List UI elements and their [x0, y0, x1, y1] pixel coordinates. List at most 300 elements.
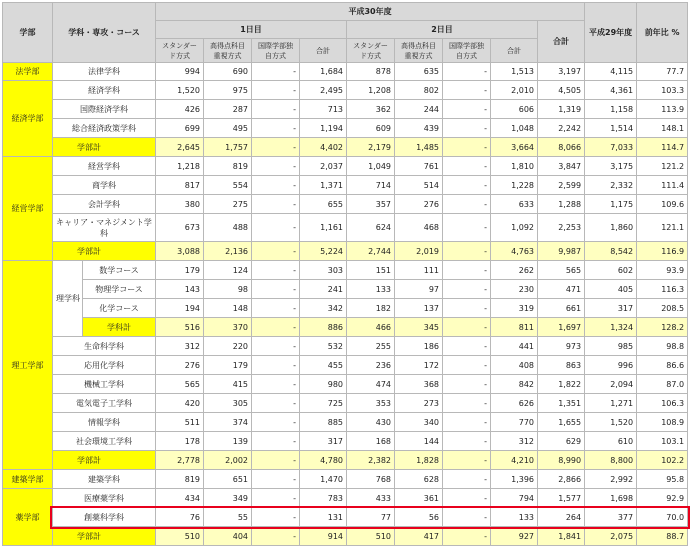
value-cell: 131	[300, 508, 347, 527]
value-cell: 655	[300, 195, 347, 214]
value-cell: 137	[395, 299, 443, 318]
value-cell: 783	[300, 489, 347, 508]
value-cell: 609	[347, 119, 395, 138]
value-cell: 1,822	[538, 375, 585, 394]
value-cell: -	[252, 261, 300, 280]
value-cell: -	[443, 451, 491, 470]
value-cell: 108.9	[637, 413, 688, 432]
value-cell: -	[252, 527, 300, 546]
value-cell: 628	[395, 470, 443, 489]
value-cell: 287	[204, 100, 252, 119]
value-cell: 4,210	[491, 451, 538, 470]
value-cell: 374	[204, 413, 252, 432]
table-row	[3, 176, 688, 195]
dept-cell: 経済学部	[3, 81, 53, 157]
value-cell: -	[252, 176, 300, 195]
value-cell: 434	[156, 489, 204, 508]
value-cell: 1,161	[300, 214, 347, 242]
value-cell: 1,697	[538, 318, 585, 337]
value-cell: -	[443, 280, 491, 299]
value-cell: 819	[156, 470, 204, 489]
value-cell: 2,179	[347, 138, 395, 157]
value-cell: 661	[538, 299, 585, 318]
value-cell: 1,841	[538, 527, 585, 546]
value-cell: 121.1	[637, 214, 688, 242]
value-cell: 408	[491, 356, 538, 375]
admissions-table	[2, 2, 688, 546]
value-cell: 114.7	[637, 138, 688, 157]
value-cell: 610	[585, 432, 637, 451]
value-cell: 1,828	[395, 451, 443, 470]
value-cell: 70.0	[637, 508, 688, 527]
value-cell: 1,158	[585, 100, 637, 119]
value-cell: 102.2	[637, 451, 688, 470]
value-cell: 802	[395, 81, 443, 100]
value-cell: -	[252, 470, 300, 489]
value-cell: 1,371	[300, 176, 347, 195]
value-cell: -	[443, 81, 491, 100]
value-cell: 985	[585, 337, 637, 356]
table-row	[3, 470, 688, 489]
value-cell: -	[443, 413, 491, 432]
value-cell: -	[443, 375, 491, 394]
value-cell: 380	[156, 195, 204, 214]
subdept-cell: 理学科	[53, 261, 83, 337]
value-cell: -	[252, 280, 300, 299]
value-cell: 1,175	[585, 195, 637, 214]
value-cell: 349	[204, 489, 252, 508]
value-cell: -	[443, 299, 491, 318]
value-cell: 116.3	[637, 280, 688, 299]
value-cell: -	[252, 81, 300, 100]
value-cell: 194	[156, 299, 204, 318]
value-cell: 996	[585, 356, 637, 375]
value-cell: 651	[204, 470, 252, 489]
value-cell: 466	[347, 318, 395, 337]
value-cell: 1,520	[156, 81, 204, 100]
value-cell: 606	[491, 100, 538, 119]
value-cell: 151	[347, 261, 395, 280]
value-cell: 565	[538, 261, 585, 280]
header-sub: スタンダード方式	[156, 39, 204, 63]
value-cell: -	[252, 432, 300, 451]
table-row	[3, 432, 688, 451]
value-cell: -	[443, 176, 491, 195]
value-cell: 1,092	[491, 214, 538, 242]
header-sub: 高得点科目重視方式	[204, 39, 252, 63]
value-cell: 178	[156, 432, 204, 451]
value-cell: 495	[204, 119, 252, 138]
value-cell: 1,228	[491, 176, 538, 195]
value-cell: 554	[204, 176, 252, 195]
table-row	[3, 242, 688, 261]
value-cell: 98.8	[637, 337, 688, 356]
header-sub: 合計	[491, 39, 538, 63]
value-cell: 262	[491, 261, 538, 280]
value-cell: 426	[156, 100, 204, 119]
value-cell: 220	[204, 337, 252, 356]
value-cell: 1,049	[347, 157, 395, 176]
value-cell: 276	[395, 195, 443, 214]
table-row	[3, 451, 688, 470]
value-cell: 109.6	[637, 195, 688, 214]
value-cell: 420	[156, 394, 204, 413]
value-cell: 2,778	[156, 451, 204, 470]
value-cell: 1,048	[491, 119, 538, 138]
value-cell: 811	[491, 318, 538, 337]
course-cell: 総合経済政策学科	[53, 119, 156, 138]
value-cell: -	[443, 508, 491, 527]
value-cell: -	[252, 195, 300, 214]
value-cell: 148.1	[637, 119, 688, 138]
value-cell: -	[443, 242, 491, 261]
value-cell: 626	[491, 394, 538, 413]
value-cell: 77.7	[637, 63, 688, 81]
course-cell: 応用化学科	[53, 356, 156, 375]
value-cell: 994	[156, 63, 204, 81]
value-cell: 417	[395, 527, 443, 546]
value-cell: 182	[347, 299, 395, 318]
value-cell: 1,271	[585, 394, 637, 413]
course-cell: 法律学科	[53, 63, 156, 81]
value-cell: 88.7	[637, 527, 688, 546]
value-cell: -	[252, 489, 300, 508]
course-cell: 数学コース	[83, 261, 156, 280]
value-cell: 275	[204, 195, 252, 214]
value-cell: 914	[300, 527, 347, 546]
course-cell: キャリア・マネジメント学科	[53, 214, 156, 242]
value-cell: 1,288	[538, 195, 585, 214]
value-cell: 276	[156, 356, 204, 375]
value-cell: 2,645	[156, 138, 204, 157]
value-cell: 1,319	[538, 100, 585, 119]
value-cell: 455	[300, 356, 347, 375]
value-cell: 98	[204, 280, 252, 299]
value-cell: 116.9	[637, 242, 688, 261]
value-cell: 725	[300, 394, 347, 413]
value-cell: 106.3	[637, 394, 688, 413]
value-cell: 532	[300, 337, 347, 356]
value-cell: 76	[156, 508, 204, 527]
course-cell: 学部計	[53, 527, 156, 546]
table-row	[3, 508, 688, 527]
value-cell: 975	[204, 81, 252, 100]
value-cell: 516	[156, 318, 204, 337]
value-cell: 1,860	[585, 214, 637, 242]
value-cell: -	[252, 214, 300, 242]
value-cell: 2,866	[538, 470, 585, 489]
header-sub: スタンダード方式	[347, 39, 395, 63]
value-cell: -	[443, 394, 491, 413]
value-cell: 863	[538, 356, 585, 375]
value-cell: -	[443, 100, 491, 119]
table-row	[3, 119, 688, 138]
value-cell: 264	[538, 508, 585, 527]
value-cell: 2,599	[538, 176, 585, 195]
course-cell: 経済学科	[53, 81, 156, 100]
course-cell: 商学科	[53, 176, 156, 195]
value-cell: -	[443, 119, 491, 138]
value-cell: 1,324	[585, 318, 637, 337]
value-cell: 761	[395, 157, 443, 176]
value-cell: 1,514	[585, 119, 637, 138]
value-cell: 1,218	[156, 157, 204, 176]
value-cell: 624	[347, 214, 395, 242]
value-cell: 4,361	[585, 81, 637, 100]
value-cell: 103.1	[637, 432, 688, 451]
value-cell: 886	[300, 318, 347, 337]
value-cell: 817	[156, 176, 204, 195]
value-cell: 1,655	[538, 413, 585, 432]
value-cell: -	[252, 318, 300, 337]
value-cell: -	[252, 157, 300, 176]
value-cell: 143	[156, 280, 204, 299]
dept-cell: 建築学部	[3, 470, 53, 489]
value-cell: -	[252, 394, 300, 413]
header-sub: 合計	[300, 39, 347, 63]
header-sub: 高得点科目重視方式	[395, 39, 443, 63]
value-cell: 1,208	[347, 81, 395, 100]
value-cell: 439	[395, 119, 443, 138]
value-cell: 633	[491, 195, 538, 214]
value-cell: 353	[347, 394, 395, 413]
value-cell: 673	[156, 214, 204, 242]
value-cell: -	[443, 489, 491, 508]
course-cell: 社会環境工学科	[53, 432, 156, 451]
table-row	[3, 214, 688, 242]
value-cell: 128.2	[637, 318, 688, 337]
value-cell: 4,505	[538, 81, 585, 100]
course-cell: 学部計	[53, 138, 156, 157]
value-cell: 168	[347, 432, 395, 451]
value-cell: -	[252, 413, 300, 432]
value-cell: 4,402	[300, 138, 347, 157]
value-cell: 3,088	[156, 242, 204, 261]
value-cell: 273	[395, 394, 443, 413]
value-cell: 2,332	[585, 176, 637, 195]
value-cell: 768	[347, 470, 395, 489]
value-cell: -	[252, 100, 300, 119]
value-cell: 368	[395, 375, 443, 394]
value-cell: 4,780	[300, 451, 347, 470]
value-cell: 980	[300, 375, 347, 394]
value-cell: 430	[347, 413, 395, 432]
value-cell: 713	[300, 100, 347, 119]
value-cell: 1,810	[491, 157, 538, 176]
value-cell: 2,136	[204, 242, 252, 261]
value-cell: 340	[395, 413, 443, 432]
value-cell: 3,175	[585, 157, 637, 176]
value-cell: -	[252, 119, 300, 138]
value-cell: 7,033	[585, 138, 637, 157]
value-cell: 111	[395, 261, 443, 280]
dept-cell: 経営学部	[3, 157, 53, 261]
value-cell: 144	[395, 432, 443, 451]
value-cell: 133	[491, 508, 538, 527]
table-row	[3, 356, 688, 375]
value-cell: 1,520	[585, 413, 637, 432]
value-cell: 8,990	[538, 451, 585, 470]
value-cell: -	[443, 432, 491, 451]
value-cell: 5,224	[300, 242, 347, 261]
value-cell: 2,010	[491, 81, 538, 100]
value-cell: 2,495	[300, 81, 347, 100]
table-row	[3, 81, 688, 100]
admissions-table-frame	[2, 2, 685, 557]
value-cell: 770	[491, 413, 538, 432]
value-cell: -	[443, 337, 491, 356]
table-row	[3, 375, 688, 394]
value-cell: 2,037	[300, 157, 347, 176]
header-sub: 国際学部独自方式	[252, 39, 300, 63]
value-cell: 471	[538, 280, 585, 299]
value-cell: 139	[204, 432, 252, 451]
value-cell: 565	[156, 375, 204, 394]
dept-cell: 薬学部	[3, 489, 53, 546]
value-cell: 241	[300, 280, 347, 299]
table-row	[3, 138, 688, 157]
table-row	[3, 195, 688, 214]
header-day2: 2日目	[347, 21, 538, 39]
value-cell: 3,664	[491, 138, 538, 157]
value-cell: 56	[395, 508, 443, 527]
value-cell: -	[252, 242, 300, 261]
value-cell: 514	[395, 176, 443, 195]
table-row	[3, 63, 688, 81]
value-cell: 113.9	[637, 100, 688, 119]
value-cell: 342	[300, 299, 347, 318]
value-cell: 4,115	[585, 63, 637, 81]
value-cell: 2,744	[347, 242, 395, 261]
value-cell: 87.0	[637, 375, 688, 394]
value-cell: 305	[204, 394, 252, 413]
value-cell: 3,847	[538, 157, 585, 176]
value-cell: 255	[347, 337, 395, 356]
value-cell: 357	[347, 195, 395, 214]
value-cell: 111.4	[637, 176, 688, 195]
value-cell: 405	[585, 280, 637, 299]
table-row	[3, 489, 688, 508]
value-cell: 236	[347, 356, 395, 375]
value-cell: 2,253	[538, 214, 585, 242]
value-cell: 312	[491, 432, 538, 451]
value-cell: 97	[395, 280, 443, 299]
value-cell: 2,094	[585, 375, 637, 394]
value-cell: 468	[395, 214, 443, 242]
header-prev-year: 平成29年度	[585, 3, 637, 63]
value-cell: -	[252, 138, 300, 157]
value-cell: 2,075	[585, 527, 637, 546]
value-cell: -	[443, 195, 491, 214]
value-cell: 8,066	[538, 138, 585, 157]
value-cell: 2,382	[347, 451, 395, 470]
header-year: 平成30年度	[156, 3, 585, 21]
value-cell: 510	[347, 527, 395, 546]
value-cell: -	[252, 356, 300, 375]
value-cell: 133	[347, 280, 395, 299]
value-cell: 885	[300, 413, 347, 432]
course-cell: 学部計	[53, 451, 156, 470]
course-cell: 学科計	[83, 318, 156, 337]
value-cell: 179	[204, 356, 252, 375]
value-cell: 370	[204, 318, 252, 337]
value-cell: 1,684	[300, 63, 347, 81]
value-cell: 842	[491, 375, 538, 394]
course-cell: 化学コース	[83, 299, 156, 318]
course-cell: 機械工学科	[53, 375, 156, 394]
value-cell: 93.9	[637, 261, 688, 280]
table-row	[3, 337, 688, 356]
value-cell: 95.8	[637, 470, 688, 489]
value-cell: 2,242	[538, 119, 585, 138]
value-cell: 361	[395, 489, 443, 508]
value-cell: 2,019	[395, 242, 443, 261]
value-cell: -	[443, 157, 491, 176]
value-cell: 602	[585, 261, 637, 280]
value-cell: 819	[204, 157, 252, 176]
value-cell: 629	[538, 432, 585, 451]
value-cell: 172	[395, 356, 443, 375]
value-cell: 1,194	[300, 119, 347, 138]
value-cell: -	[443, 261, 491, 280]
course-cell: 電気電子工学科	[53, 394, 156, 413]
value-cell: -	[443, 138, 491, 157]
value-cell: 9,987	[538, 242, 585, 261]
value-cell: -	[443, 318, 491, 337]
value-cell: 635	[395, 63, 443, 81]
course-cell: 経営学科	[53, 157, 156, 176]
value-cell: -	[443, 356, 491, 375]
value-cell: 77	[347, 508, 395, 527]
value-cell: 1,577	[538, 489, 585, 508]
course-cell: 生命科学科	[53, 337, 156, 356]
value-cell: -	[252, 337, 300, 356]
value-cell: 345	[395, 318, 443, 337]
value-cell: 927	[491, 527, 538, 546]
value-cell: -	[443, 214, 491, 242]
value-cell: -	[252, 375, 300, 394]
value-cell: 878	[347, 63, 395, 81]
value-cell: 377	[585, 508, 637, 527]
value-cell: 312	[156, 337, 204, 356]
value-cell: 794	[491, 489, 538, 508]
value-cell: 1,396	[491, 470, 538, 489]
header-dept: 学部	[3, 3, 53, 63]
value-cell: 8,542	[585, 242, 637, 261]
value-cell: -	[252, 299, 300, 318]
value-cell: -	[252, 63, 300, 81]
value-cell: 230	[491, 280, 538, 299]
table-row	[3, 100, 688, 119]
value-cell: 441	[491, 337, 538, 356]
course-cell: 情報学科	[53, 413, 156, 432]
value-cell: 319	[491, 299, 538, 318]
table-row	[3, 299, 688, 318]
value-cell: 714	[347, 176, 395, 195]
table-row	[3, 157, 688, 176]
value-cell: 55	[204, 508, 252, 527]
course-cell: 学部計	[53, 242, 156, 261]
value-cell: 699	[156, 119, 204, 138]
value-cell: 3,197	[538, 63, 585, 81]
course-cell: 医療薬学科	[53, 489, 156, 508]
course-cell: 創薬科学科	[53, 508, 156, 527]
value-cell: 103.3	[637, 81, 688, 100]
course-cell: 会計学科	[53, 195, 156, 214]
value-cell: 1,698	[585, 489, 637, 508]
value-cell: 179	[156, 261, 204, 280]
value-cell: 124	[204, 261, 252, 280]
